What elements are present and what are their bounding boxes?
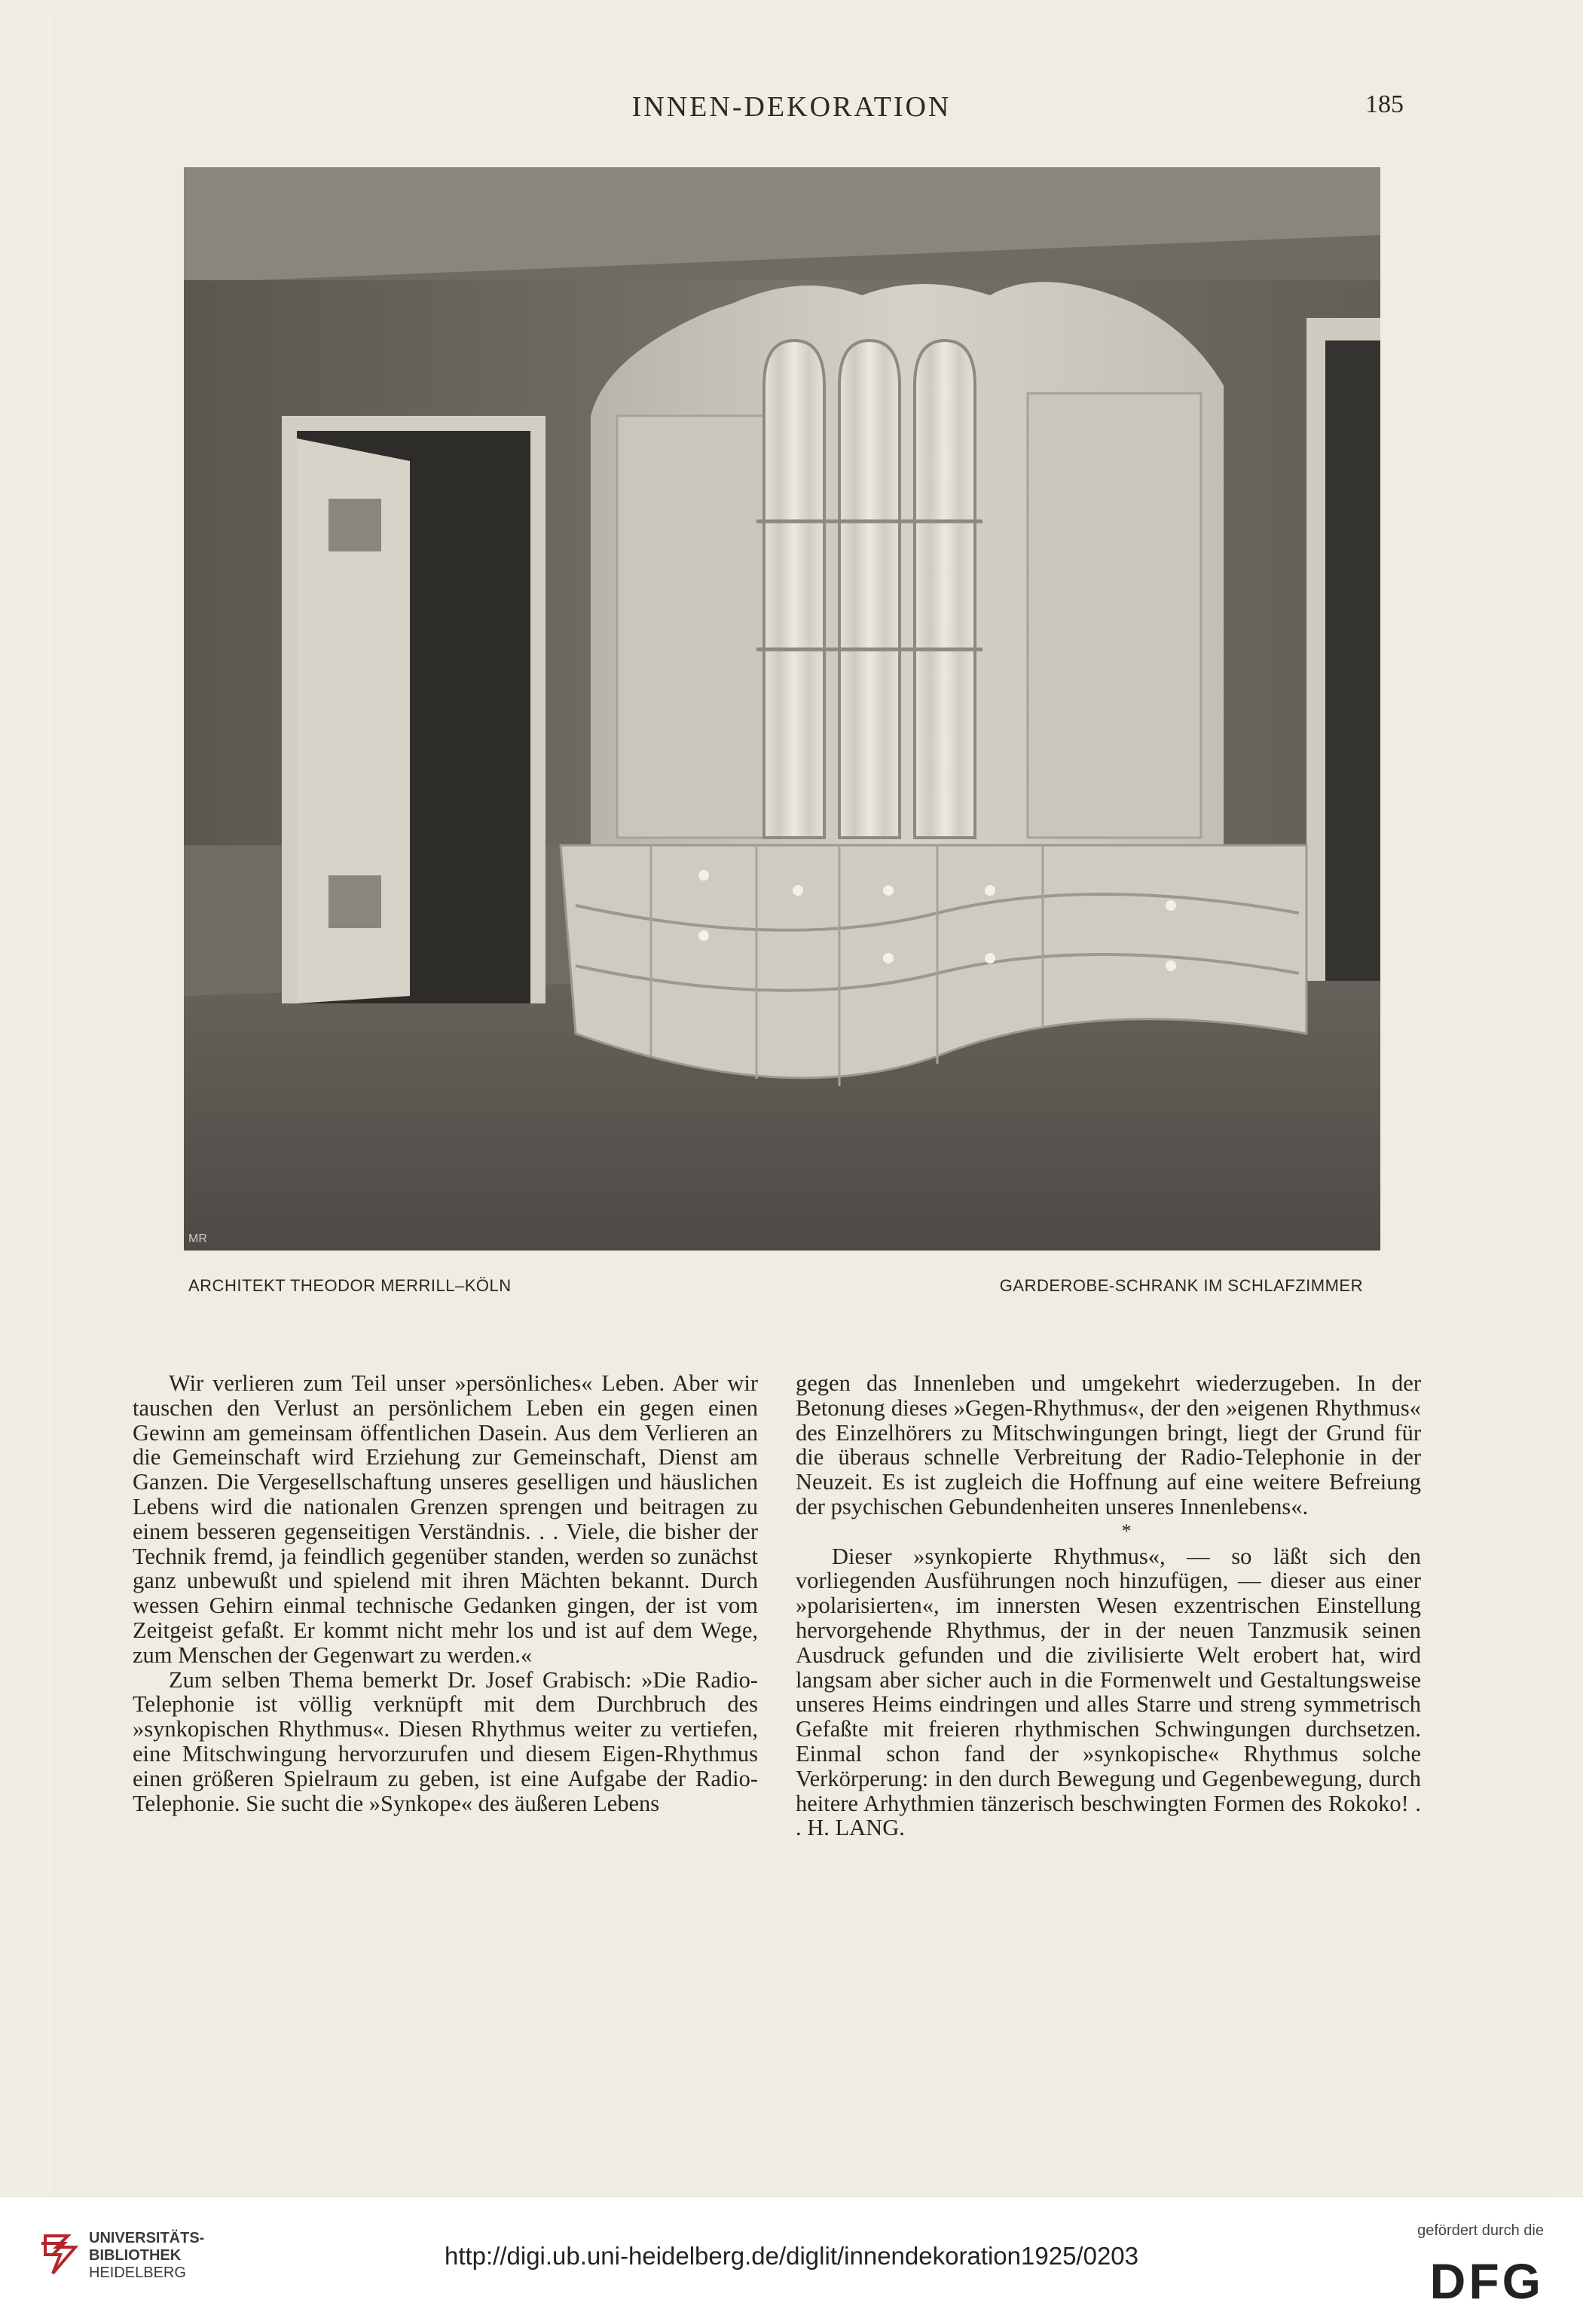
paragraph: Zum selben Thema bemerkt Dr. Josef Grabisch: »Die Radio-Telephonie ist völlig verknüpft mit dem Durchbruch des »synkopischen Rhythmus«. Diesen Rhythmus weiter zu vertiefen, eine Mitschwingung hervorzurufen und diesem Eigen-Rhythmus einen größeren Spielraum zu geben, ist eine Aufgabe der Radio-Telephonie. Sie sucht die »Synkope« des äußeren Lebens (133, 1666, 758, 1816)
funding-note: gefördert durch die (1417, 2222, 1544, 2239)
text-column-right (796, 1371, 1421, 1840)
library-line: HEIDELBERG (89, 2264, 186, 2281)
library-line: UNIVERSITÄTS- (89, 2230, 205, 2246)
wardrobe-photograph (184, 167, 1380, 1251)
running-title: INNEN-DEKORATION (631, 91, 952, 123)
caption-architect: ARCHITEKT THEODOR MERRILL–KÖLN (188, 1276, 512, 1295)
paragraph: gegen das Innenleben und umgekehrt wiederzugeben. In der Betonung dieses »Gegen-Rhythmus«, der den »eigenen Rhythmus« des Einzelhörers zu Mitschwingungen bringt, liegt der Grund für die überaus schnelle Verbreitung der Radio-Telephonie in der Neuzeit. Es ist zugleich die Hoffnung auf eine weitere Befreiung der psychischen Gebundenheiten unseres Innenlebens«. (796, 1370, 1421, 1519)
section-divider-star: * (1121, 1519, 1132, 1542)
photo-monogram: MR (188, 1232, 207, 1245)
page-number: 185 (1365, 90, 1404, 118)
wardrobe-photo-illustration (184, 167, 1380, 1251)
dfg-logo: DFG (1429, 2253, 1544, 2309)
article-body (133, 1370, 1421, 1974)
caption-subject: GARDEROBE-SCHRANK IM SCHLAFZIMMER (999, 1276, 1363, 1295)
paragraph: Dieser »synkopierte Rhythmus«, — so läßt sich den vorliegenden Ausführungen noch hinzufügen, — dieser aus einer »polarisierten«, im innersten Wesen exzentrischen Einstellung hervorgehende Rhythmus, der in der neuen Tanzmusik seinen Ausdruck gefunden und die zivilisierte Welt erobert hat, wird langsam aber sicher auch in die Formenwelt und Gestaltungsweise unseres Heims eindringen und alles Starre und streng symmetrisch Gefaßte mit freieren rhythmischen Schwingungen durchsetzen. Einmal schon fand der »synkopische« Rhythmus solche Verkörperung: in den durch Bewegung und Gegenbewegung, durch heitere Arhythmien tänzerisch beschwingten Formen des Rokoko! . . H. LANG. (796, 1543, 1421, 1841)
text-column-left (133, 1371, 758, 1816)
source-url-link[interactable]: http://digi.ub.uni-heidelberg.de/diglit/innendekoration1925/0203 (444, 2242, 1139, 2270)
paragraph: Wir verlieren zum Teil unser »persönliches« Leben. Aber wir tauschen den Verlust an persönlichem Leben ein gegen einen Gewinn am gemeinsam öffentlichen Dasein. Aus dem Verlieren an die Gemeinschaft wird Erziehung zur Gemeinschaft, Dienst am Ganzen. Die Vergesellschaftung unseres geselligen und häuslichen Lebens wird die nationalen Grenzen sprengen und beitragen zu einem besseren gegenseitigen Verständnis. . . Viele, die bisher der Technik fremd, ja feindlich gegenüber standen, werden so zunächst ganz unbewußt und spielend mit ihren Mächten bekannt. Durch wessen Gehirn einmal technische Gedanken gingen, der ist vom Zeitgeist gefaßt. Er kommt nicht mehr los und ist auf dem Wege, zum Menschen der Gegenwart zu werden.« (133, 1370, 758, 1668)
library-line: BIBLIOTHEK (89, 2247, 182, 2264)
